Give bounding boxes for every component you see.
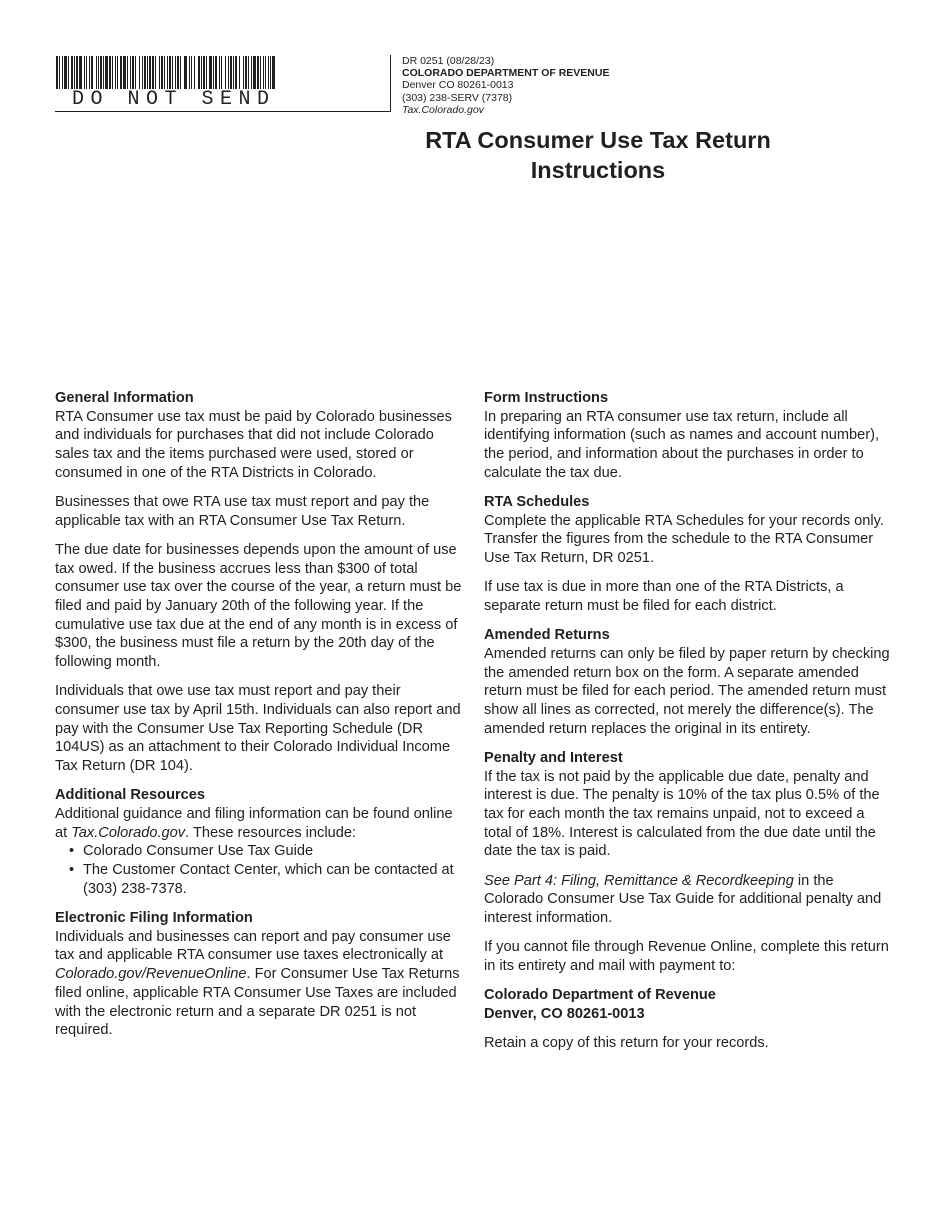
barcode-label: DO NOT SEND — [72, 88, 276, 111]
agency-website: Tax.Colorado.gov — [402, 103, 484, 116]
barcode — [56, 56, 276, 89]
title-line-1: RTA Consumer Use Tax Return — [425, 127, 771, 153]
rta-schedules-p2: If use tax is due in more than one of the RTA Districts, a separate return must be filed for each district. — [484, 579, 844, 615]
page-title — [398, 126, 798, 185]
penalty-interest-p2 — [484, 872, 894, 928]
left-column — [55, 389, 467, 1051]
right-column — [484, 389, 894, 1063]
electronic-filing-heading: Electronic Filing Information — [55, 910, 253, 927]
electronic-filing-link: Colorado.gov/RevenueOnline — [55, 966, 247, 983]
general-info-p4: Individuals that owe use tax must report and pay their consumer use tax by April 15th. Individuals can also report and pay with the Consumer Use Tax Reporting Schedule (DR 104US) as an attachment to their Colorado Individual Income Tax Return (DR 104). — [55, 683, 461, 775]
mailing-address-line-1: Colorado Department of Revenue — [484, 987, 716, 1004]
header-vertical-divider — [390, 55, 391, 112]
penalty-interest-p1: If the tax is not paid by the applicable due date, penalty and interest is due. The penalty is 10% of the tax plus 0.5% of the tax for each month the tax remains unpaid, not to exceed a total of 18%. Interest is calculated from the due date until the date the tax is paid. — [484, 768, 880, 860]
form-instructions-p1: In preparing an RTA consumer use tax return, include all identifying information (such as names and account number), the period, and information about the purchases in order to calculate the tax due. — [484, 408, 880, 481]
mailing-address-line-2: Denver, CO 80261-0013 — [484, 1005, 645, 1022]
agency-block — [402, 55, 609, 116]
additional-resources-heading: Additional Resources — [55, 787, 206, 804]
amended-returns-p1: Amended returns can only be filed by paper return by checking the amended return box on the form. A separate amended return must be filed for each period. The amended return must show all lines as corrected, not merely the difference(s). The amended return replaces the original in its entirety. — [484, 645, 890, 737]
resources-list — [55, 842, 467, 898]
barcode-bar — [272, 56, 275, 89]
mailing-address — [484, 986, 894, 1023]
additional-resources-intro — [55, 805, 467, 842]
electronic-filing-text — [55, 928, 467, 1040]
electronic-filing-after: . For Consumer Use Tax Returns filed online, applicable RTA Consumer Use Taxes are included with the electronic return and a separate DR 0251 is not required. — [55, 966, 460, 1039]
general-info-heading: General Information — [55, 390, 194, 406]
penalty-guide-reference: See Part 4: Filing, Remittance & Recordkeeping — [484, 872, 794, 889]
form-instructions-heading: Form Instructions — [484, 390, 609, 406]
resources-intro-before: Additional guidance and filing information can be found online at — [55, 806, 453, 841]
resources-list-item: • The Customer Contact Center, which can be contacted at (303) 238-7378. — [83, 861, 467, 898]
resources-intro-after: . These resources include: — [185, 824, 356, 841]
form-id: DR 0251 (08/28/23) — [402, 55, 495, 67]
electronic-filing-before: Individuals and businesses can report and pay consumer use tax and applicable RTA consumer use taxes electronically at — [55, 928, 451, 964]
agency-city: Denver CO 80261-0013 — [402, 79, 514, 92]
retain-copy-note: Retain a copy of this return for your records. — [484, 1035, 769, 1052]
rta-schedules-p1: Complete the applicable RTA Schedules for your records only. Transfer the figures from the schedule to the RTA Consumer Use Tax Return, DR 0251. — [484, 512, 884, 567]
general-info-p2: Businesses that owe RTA use tax must report and pay the applicable tax with an RTA Consumer Use Tax Return. — [55, 494, 430, 529]
agency-name: COLORADO DEPARTMENT OF REVENUE — [402, 67, 610, 80]
title-line-2: Instructions — [530, 156, 666, 183]
penalty-guide-rest: in the Colorado Consumer Use Tax Guide for additional penalty and interest information. — [484, 872, 882, 927]
header-divider — [55, 111, 391, 112]
general-info-p1: RTA Consumer use tax must be paid by Colorado businesses and individuals for purchases that did not include Colorado sales tax and the items purchased were used, stored or consumed in one of the RTA Districts in Colorado. — [55, 408, 452, 481]
general-info-p3: The due date for businesses depends upon the amount of use tax owed. If the business accrues less than $300 of total consumer use tax over the course of the year, a return must be filed and paid by January 20th of the following year. If the cumulative use tax due at the end of any month is in excess of $300, the business must file a return by the 20th day of the following month. — [55, 541, 462, 671]
resources-list-item: • Colorado Consumer Use Tax Guide — [83, 842, 467, 861]
penalty-interest-heading: Penalty and Interest — [484, 749, 623, 766]
rta-schedules-heading: RTA Schedules — [484, 494, 590, 511]
penalty-interest-p3: If you cannot file through Revenue Online, complete this return in its entirety and mail with payment to: — [484, 939, 889, 974]
agency-phone: (303) 238-SERV (7378) — [402, 91, 513, 104]
amended-returns-heading: Amended Returns — [484, 627, 610, 644]
resources-intro-link: Tax.Colorado.gov — [71, 824, 186, 841]
